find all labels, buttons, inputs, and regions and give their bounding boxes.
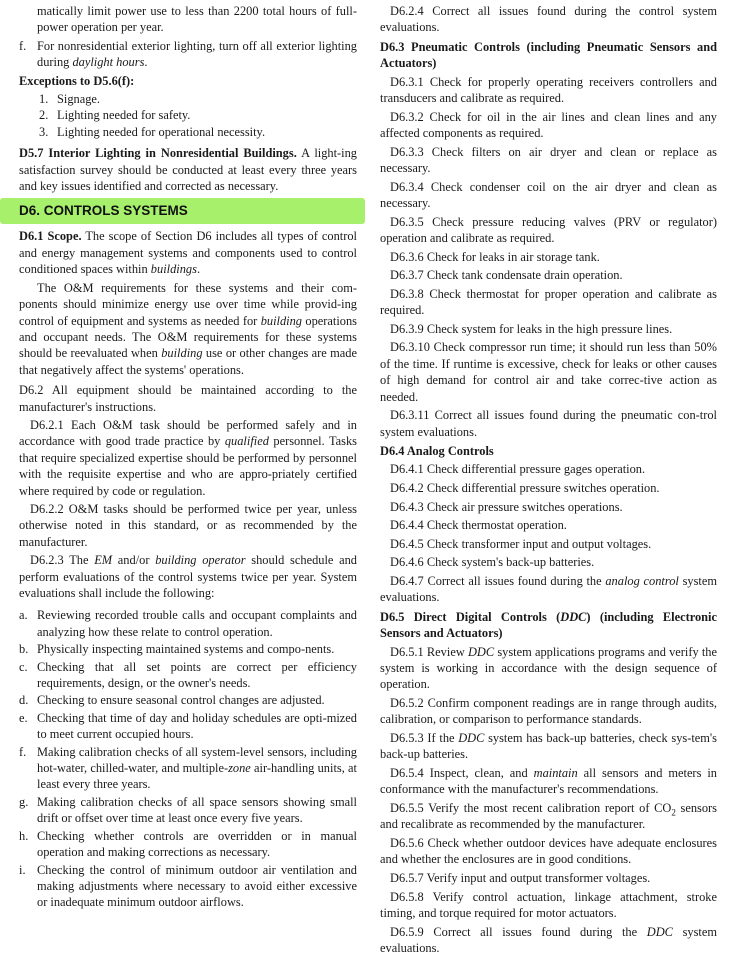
d65-item: D6.5.7 Verify input and output transformer voltages.	[390, 871, 651, 886]
d64-item: D6.4.3 Check air pressure switches operations.	[390, 499, 623, 514]
d65-item: D6.5.2 Confirm component readings are in range through audits, calibration, or comparison to performance standards.	[380, 696, 717, 727]
d64-item: D6.4.6 Check system's back-up batteries.	[390, 555, 595, 570]
d63-item: D6.3.7 Check tank condensate drain operation.	[390, 268, 623, 283]
list-item: b. Physically inspecting maintained systems and compo-nents.	[19, 642, 335, 657]
d65-item: D6.5.5 Verify the most recent calibration report of $CO_2$ sensors and recalibrate as recommended by the manufacturer.	[380, 801, 717, 832]
d623-paragraph: D6.2.3 The EM and/or building operator should schedule and perform evaluations of the control systems twice per year. System evaluations shall include the following:	[19, 553, 358, 600]
d64-item: D6.4.2 Check differential pressure switches operation.	[390, 481, 660, 496]
om-paragraph: The O&M requirements for these systems and their com-ponents should minimize energy use over time while provid-ing control of equipment and systems as needed for building operations and occupant needs. The O&M requirements for these systems should be reevaluated when building use or other changes are made that negatively affect the systems' operations.	[19, 280, 357, 377]
continued-text: matically limit power use to less than 2200 total hours of full-power operation per year.	[37, 4, 357, 35]
d63-item: D6.3.11 Correct all issues found during the pneumatic con-trol system evaluations.	[380, 408, 717, 439]
evaluation-list	[19, 607, 357, 910]
item-f-exterior-lighting: f. For nonresidential exterior lighting, turn off all exterior lighting during daylight hours.	[19, 38, 357, 70]
d63-item: D6.3.6 Check for leaks in air storage tank.	[390, 249, 600, 264]
d65-item: D6.5.6 Check whether outdoor devices have adequate enclosures and whether the enclosures are in good conditions.	[380, 836, 717, 867]
list-item: 1. Signage.	[39, 92, 101, 107]
list-item: d. Checking to ensure seasonal control changes are adjusted.	[19, 693, 325, 708]
d57-paragraph: D5.7 Interior Lighting in Nonresidential Buildings. A light-ing satisfaction survey should be conducted at least every three years and key issues identified and corrected as necessary.	[19, 146, 358, 194]
d65-item: D6.5.8 Verify control actuation, linkage attachment, stroke timing, and torque required for motor actuators.	[380, 889, 717, 921]
d61-paragraph: D6.1 Scope. The scope of Section D6 includes all types of control and energy management systems and components used to control conditioned spaces within buildings.	[19, 229, 358, 277]
exceptions-heading: Exceptions to D5.6(f):	[19, 73, 135, 88]
exceptions-list	[19, 91, 357, 140]
d65-heading: D6.5 Direct Digital Controls (DDC) (including Electronic Sensors and Actuators)	[380, 609, 717, 641]
d63-item: D6.3.3 Check filters on air dryer and clean or replace as necessary.	[380, 144, 717, 176]
d65-item: D6.5.3 If the DDC system has back-up batteries, check sys-tem's back-up batteries.	[380, 731, 717, 762]
d63-item: D6.3.4 Check condenser coil on the air dryer and clean as necessary.	[380, 179, 717, 211]
list-item: c. Checking that all set points are correct per efficiency requirements, design, or the owner's needs.	[19, 659, 357, 691]
left-column	[19, 3, 357, 912]
d63-item: D6.3.2 Check for oil in the air lines and clean lines and any affected components as required.	[380, 109, 717, 141]
d64-item: D6.4.7 Correct all issues found during the analog control system evaluations.	[380, 574, 717, 605]
d63-item: D6.3.8 Check thermostat for proper operation and calibrate as required.	[380, 286, 717, 318]
d64-heading: D6.4 Analog Controls	[380, 444, 494, 459]
d65-item: D6.5.1 Review DDC system applications programs and verify the system is working in accordance with the design sequence of operation.	[380, 644, 717, 692]
section-title: D6. CONTROLS SYSTEMS	[0, 198, 365, 224]
d622-paragraph: D6.2.2 O&M tasks should be performed twice per year, unless otherwise noted in this standard, or as recommended by the manufacturer.	[19, 501, 357, 549]
d65-item: D6.5.4 Inspect, clean, and maintain all sensors and meters in conformance with the manufacturer's recommendations.	[380, 766, 717, 797]
d62-paragraph: D6.2 All equipment should be maintained according to the manufacturer's instructions.	[19, 383, 357, 414]
list-item: 3. Lighting needed for operational necessity.	[39, 124, 266, 139]
list-item: a. Reviewing recorded trouble calls and occupant complaints and analyzing how these relate to control operation.	[19, 608, 357, 639]
d621-paragraph: D6.2.1 Each O&M task should be performed safely and in accordance with good trade practice by qualified personnel. Tasks that require specialized expertise should be performed by personnel with the requisite expertise and who are appro-priately certified where required by code or regulation.	[19, 417, 357, 498]
d65-item: D6.5.9 Correct all issues found during the DDC system evaluations.	[380, 924, 717, 956]
right-column	[380, 3, 717, 959]
list-item: g. Making calibration checks of all space sensors showing small drift or offset over time at least once every five years.	[19, 794, 357, 826]
d63-item: D6.3.1 Check for properly operating receivers controllers and transducers and calibrate as required.	[380, 74, 717, 106]
d63-heading: D6.3 Pneumatic Controls (including Pneumatic Sensors and Actuators)	[380, 39, 717, 71]
d63-item: D6.3.5 Check pressure reducing valves (PRV or regulator) operation and calibrate as required.	[380, 214, 717, 246]
list-item: f. Making calibration checks of all system-level sensors, including hot-water, chilled-water, and multiple-zone air-handling units, at least every three years.	[19, 744, 357, 792]
list-item: i. Checking the control of minimum outdoor air ventilation and making adjustments where necessary to avoid either excessive or inadequate minimum outdoor airflows.	[19, 862, 357, 910]
d63-item: D6.3.9 Check system for leaks in the high pressure lines.	[390, 321, 673, 336]
d64-item: D6.4.4 Check thermostat operation.	[390, 518, 567, 533]
list-item: e. Checking that time of day and holiday schedules are opti-mized to meet current occupied hours.	[19, 710, 357, 742]
list-item: 2. Lighting needed for safety.	[39, 108, 191, 123]
list-item: h. Checking whether controls are overridden or in manual operation and making corrections as necessary.	[19, 828, 357, 860]
d64-item: D6.4.5 Check transformer input and output voltages.	[390, 536, 652, 551]
d624-paragraph: D6.2.4 Correct all issues found during the control system evaluations.	[380, 4, 717, 35]
d64-item: D6.4.1 Check differential pressure gages operation.	[390, 462, 646, 477]
d63-item: D6.3.10 Check compressor run time; it should run less than 50% of the time. If runtime is excessive, check for leaks or other causes of high demand for control air and take correc-tive action as needed.	[380, 340, 717, 404]
